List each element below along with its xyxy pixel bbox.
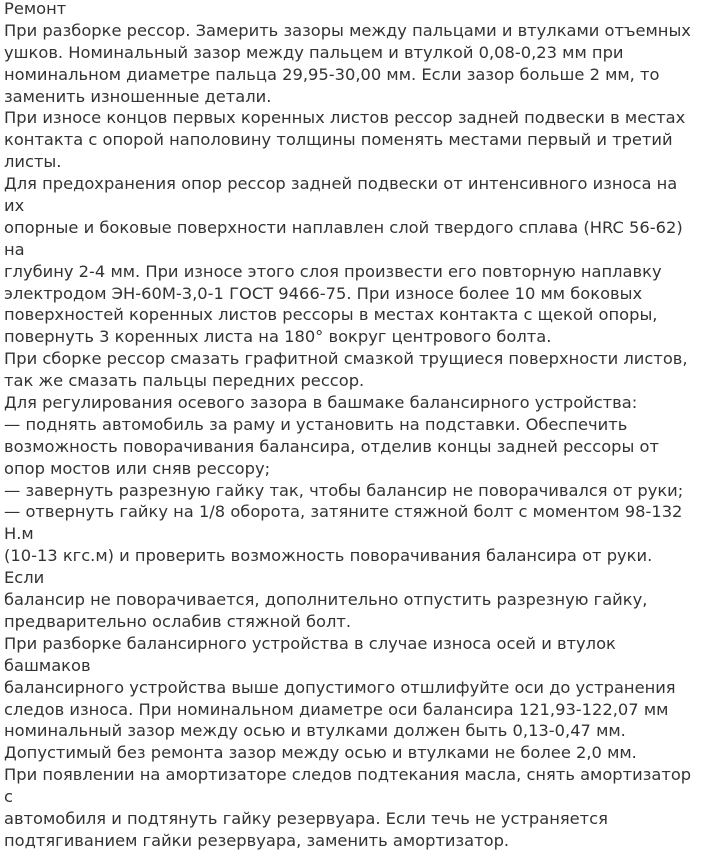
text-line: поверхностей коренных листов рессоры в местах контакта с щекой опоры, [4, 305, 658, 325]
text-line: номинальном диаметре пальца 29,95-30,00 мм. Если зазор больше 2 мм, то [4, 64, 660, 84]
text-line: Допустимый без ремонта зазор между осью и втулками не более 2,0 мм. [4, 743, 637, 763]
text-line: подтягиванием гайки резервуара, заменить амортизатор. [4, 830, 510, 850]
text-line: следов износа. При номинальном диаметре оси балансира 121,93-122,07 мм [4, 699, 669, 719]
text-line: башмаков [4, 655, 91, 675]
text-line: возможность поворачивания балансира, отделив концы задней рессоры от [4, 436, 659, 456]
text-line: — завернуть разрезную гайку так, чтобы балансир не поворачивался от руки; [4, 480, 684, 500]
text-line: — отвернуть гайку на 1/8 оборота, затяните стяжной болт с моментом 98-132 [4, 502, 683, 522]
text-line: предварительно ослабив стяжной болт. [4, 611, 352, 631]
text-line: так же смазать пальцы передних рессор. [4, 371, 365, 391]
text-line: электродом ЭН-60М-3,0-1 ГОСТ 9466-75. При износе более 10 мм боковых [4, 283, 643, 303]
text-line: балансир не поворачивается, дополнительно отпустить разрезную гайку, [4, 590, 648, 610]
text-line: (10-13 кгс.м) и проверить возможность поворачивания балансира от руки. [4, 546, 653, 566]
text-line: повернуть 3 коренных листа на 180° вокруг центрового болта. [4, 327, 552, 347]
text-line: Для регулирования осевого зазора в башмаке балансирного устройства: [4, 393, 638, 413]
text-line: автомобиля и подтянуть гайку резервуара. Если течь не устраняется [4, 808, 608, 828]
text-line: При появлении на амортизаторе следов подтекания масла, снять амортизатор [4, 765, 692, 785]
text-line: номинальный зазор между осью и втулками должен быть 0,13-0,47 мм. [4, 721, 626, 741]
text-line: с [4, 787, 13, 807]
text-line: опорные и боковые поверхности наплавлен слой твердого сплава (HRC 56-62) [4, 217, 683, 237]
text-line: При износе концов первых коренных листов рессор задней подвески в местах [4, 108, 686, 128]
text-line: контакта с опорой наполовину толщины поменять местами первый и третий [4, 130, 673, 150]
text-line: Для предохранения опор рессор задней подвески от интенсивного износа на [4, 174, 678, 194]
text-line: балансирного устройства выше допустимого отшлифуйте оси до устранения [4, 677, 676, 697]
text-line: — поднять автомобиль за раму и установить на подставки. Обеспечить [4, 414, 628, 434]
text-line: При разборке рессор. Замерить зазоры между пальцами и втулками отъемных [4, 20, 691, 40]
text-line: заменить изношенные детали. [4, 86, 272, 106]
text-line: на [4, 239, 25, 259]
text-line: листы. [4, 152, 62, 172]
text-line: Ремонт [4, 0, 67, 18]
text-line: их [4, 196, 25, 216]
text-line: Если [4, 568, 45, 588]
text-line: При разборке балансирного устройства в случае износа осей и втулок [4, 633, 616, 653]
text-line: глубину 2-4 мм. При износе этого слоя произвести его повторную наплавку [4, 261, 662, 281]
text-line: опор мостов или сняв рессору; [4, 458, 271, 478]
document-text [4, 0, 704, 852]
text-line: ушков. Номинальный зазор между пальцем и втулкой 0,08-0,23 мм при [4, 42, 624, 62]
text-line: При сборке рессор смазать графитной смазкой трущиеся поверхности листов, [4, 349, 688, 369]
text-line: Н.м [4, 524, 34, 544]
